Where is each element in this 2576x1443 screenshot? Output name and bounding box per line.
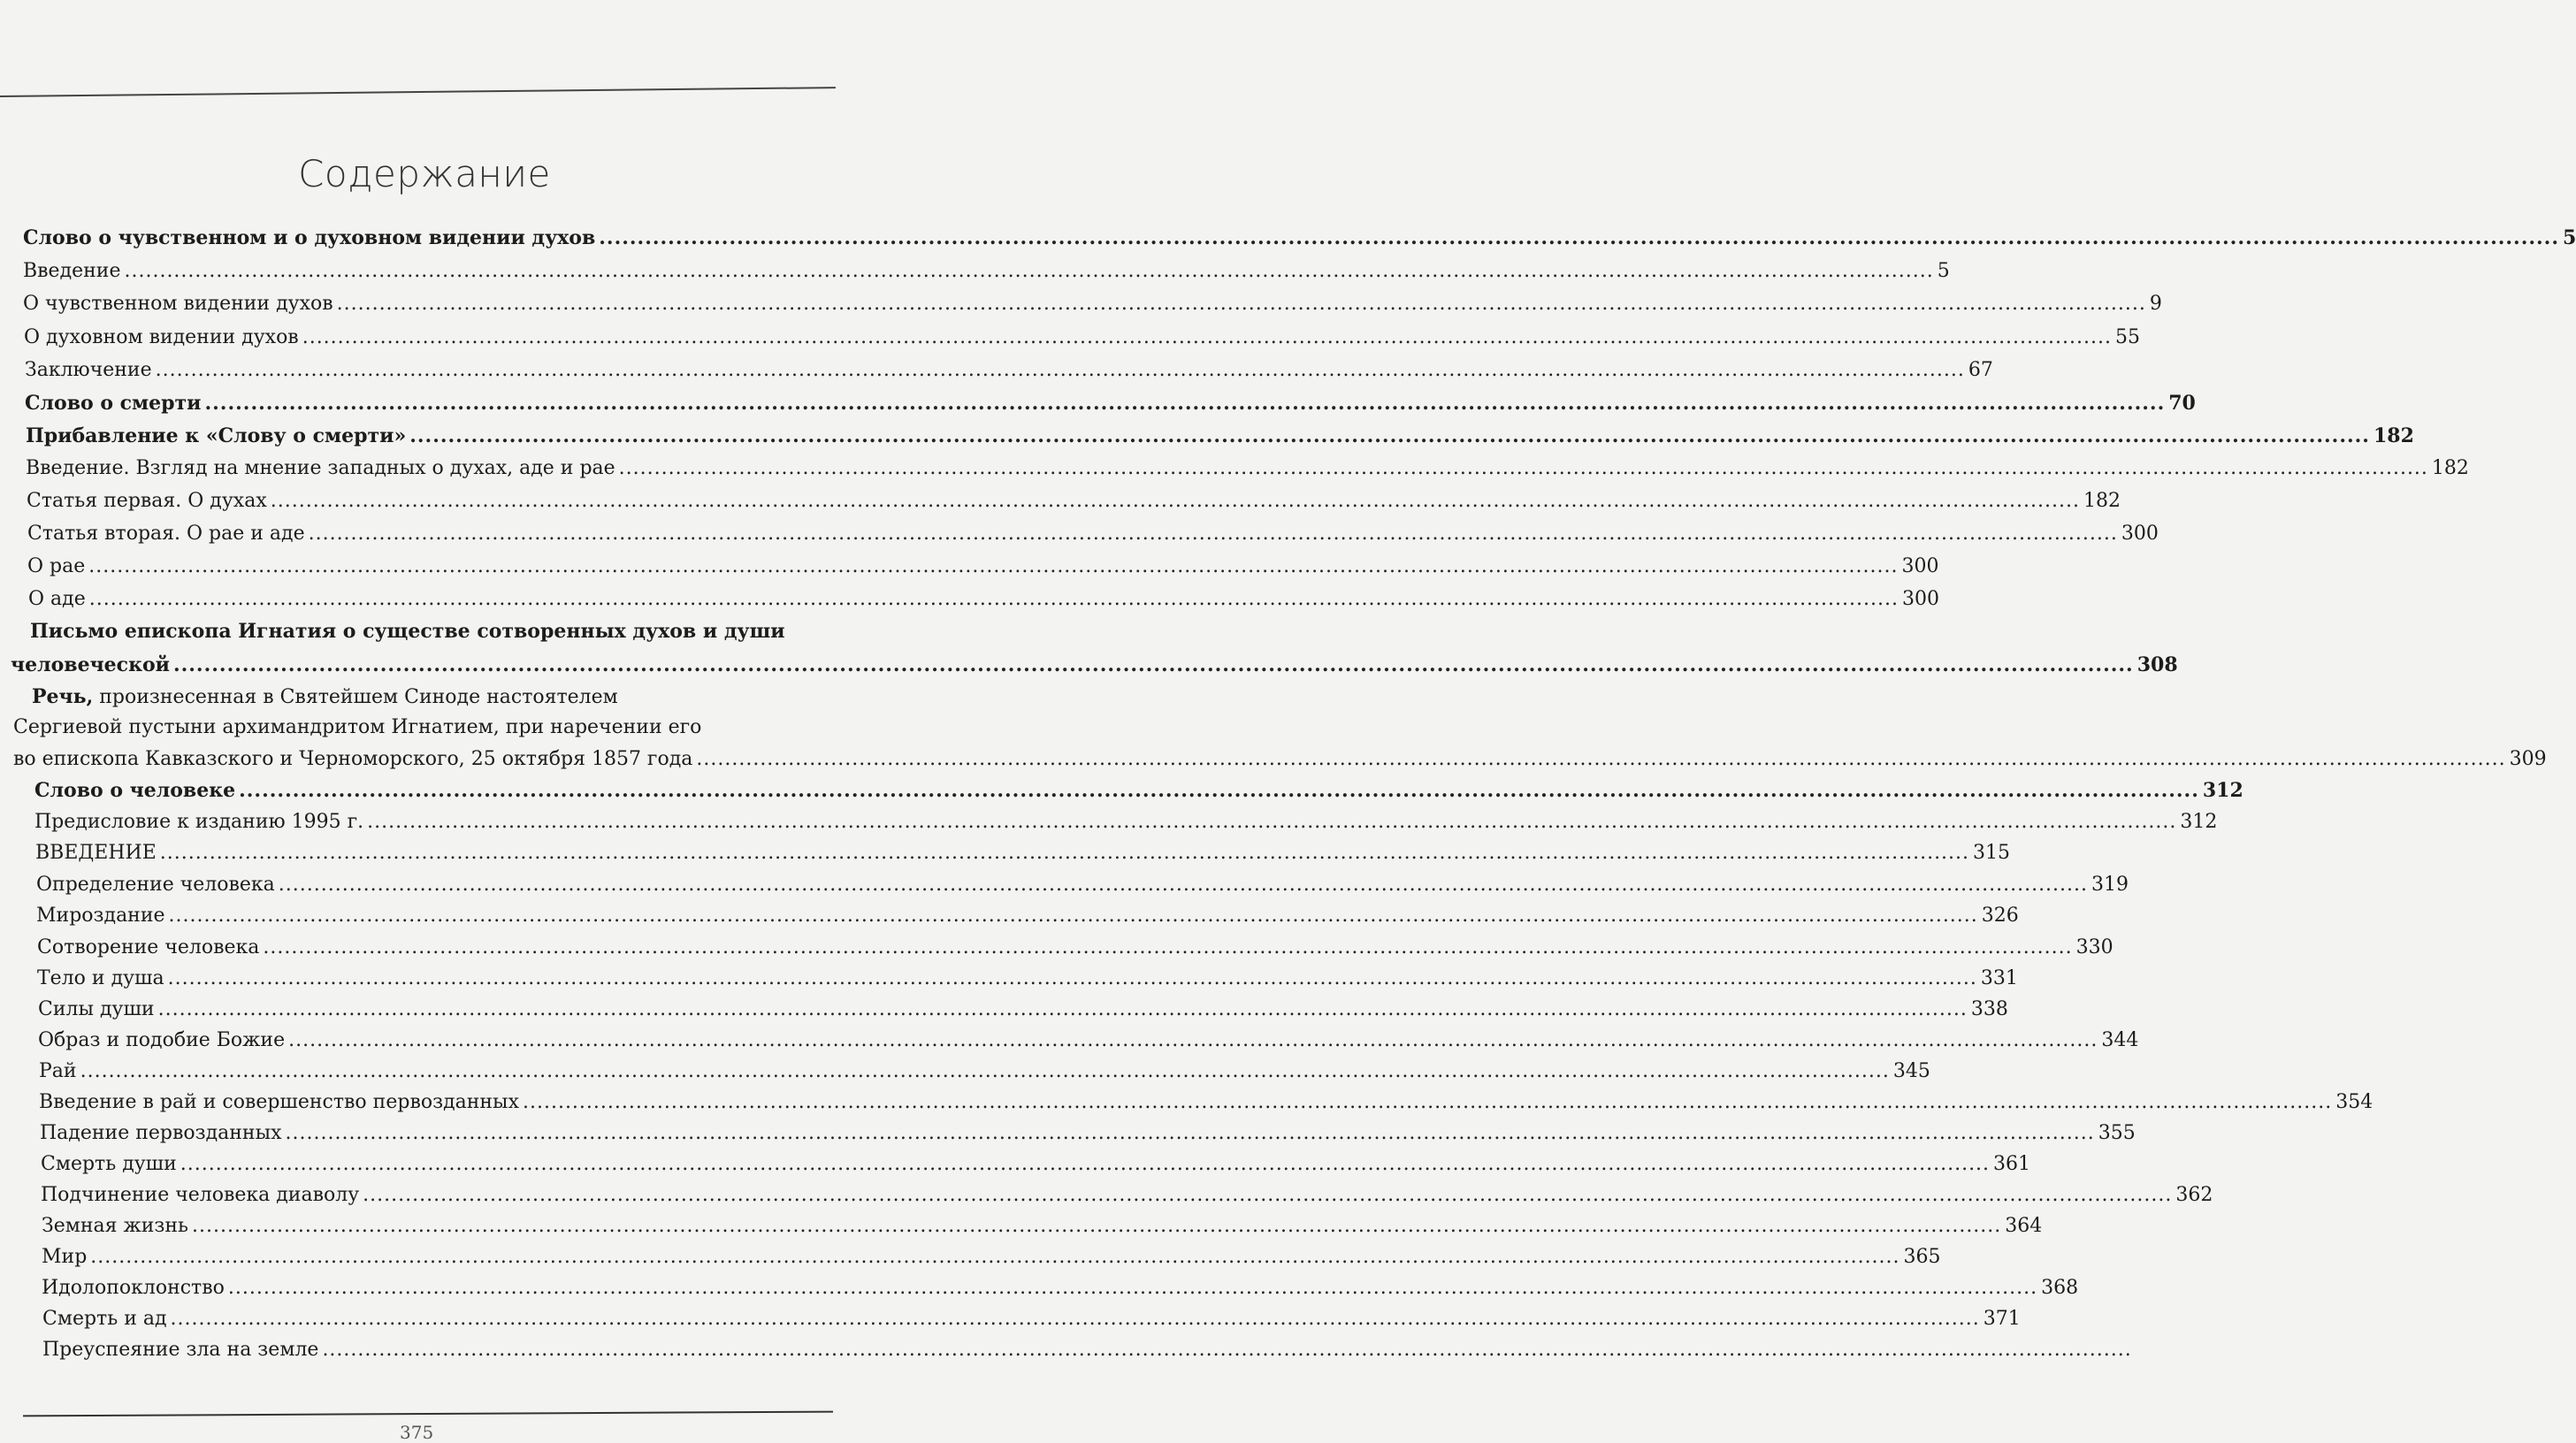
toc-entry <box>41 1152 2031 1177</box>
toc-entry-page: 309 <box>2509 748 2547 770</box>
toc-entry <box>13 747 2547 772</box>
toc-leader: ................................................................................................................................................................................................................................................................ <box>322 1339 2132 1361</box>
toc-entry-title: Заключение <box>25 359 152 381</box>
toc-entry-page: 368 <box>2041 1277 2079 1299</box>
toc-entry-title: Мироздание <box>36 905 165 927</box>
toc-entry-title: О чувственном видении духов <box>23 293 333 315</box>
toc-leader: ................................................................................................................................................................................................................................................................ <box>363 1184 2173 1206</box>
toc-entry <box>26 424 2414 448</box>
toc-entry-page: 300 <box>2121 523 2159 545</box>
toc-leader: ................................................................................................................................................................................................................................................................ <box>522 1091 2333 1113</box>
toc-entry <box>39 1059 1930 1084</box>
toc-entry-page: 5 <box>1937 260 1950 282</box>
toc-leader: ................................................................................................................................................................................................................................................................ <box>239 779 2199 802</box>
toc-entry <box>23 259 1950 284</box>
toc-entry <box>11 653 2178 677</box>
toc-leader: ................................................................................................................................................................................................................................................................ <box>170 1308 1980 1330</box>
toc-entry <box>42 1307 2021 1332</box>
toc-entry <box>25 358 1993 383</box>
toc-entry-page: 5 <box>2563 226 2576 249</box>
toc-entry-page: 55 <box>2114 326 2140 348</box>
toc-entry-page: 308 <box>2136 653 2178 676</box>
toc-entry <box>27 522 2159 546</box>
toc-leader: ................................................................................................................................................................................................................................................................ <box>157 998 1968 1020</box>
toc-leader: ................................................................................................................................................................................................................................................................ <box>308 523 2118 545</box>
toc-entry <box>34 810 2218 835</box>
toc-entry-page: 371 <box>1983 1308 2021 1330</box>
toc-leader: ................................................................................................................................................................................................................................................................ <box>167 967 1977 989</box>
toc-leader: ................................................................................................................................................................................................................................................................ <box>302 326 2112 348</box>
toc-entry-title: Смерть и ад <box>42 1308 167 1330</box>
page-number: 375 <box>400 1422 434 1443</box>
toc-entry-page: 300 <box>1901 588 1939 610</box>
toc-leader: ................................................................................................................................................................................................................................................................ <box>80 1060 1890 1082</box>
toc-entry <box>25 391 2196 416</box>
toc-entry <box>27 554 1939 579</box>
toc-entry-title: Слово о человеке <box>34 779 236 802</box>
toc-leader: ................................................................................................................................................................................................................................................................ <box>285 1122 2095 1144</box>
toc-entry-lead: Речь, <box>32 685 94 708</box>
toc-entry-title: ВВЕДЕНИЕ <box>35 842 157 864</box>
toc-leader: ................................................................................................................................................................................................................................................................ <box>159 842 1970 864</box>
toc-entry-title: Преуспеяние зла на земле <box>42 1339 319 1361</box>
toc-entry <box>36 873 2129 897</box>
toc-entry <box>34 778 2243 803</box>
toc-entry-page: 312 <box>2180 811 2218 833</box>
toc-entry-title: Определение человека <box>36 874 275 896</box>
toc-entry <box>27 489 2121 514</box>
toc-entry-title: Слово о чувственном и о духовном видении духов <box>23 226 596 249</box>
toc-entry-title: О рае <box>27 555 86 577</box>
toc-entry-line: Письмо епископа Игнатия о существе сотворенных духов и души <box>30 620 785 643</box>
toc-leader: ................................................................................................................................................................................................................................................................ <box>155 359 1965 381</box>
toc-entry-title: Мир <box>42 1246 88 1268</box>
toc-entry <box>38 997 2008 1022</box>
toc-leader: ................................................................................................................................................................................................................................................................ <box>227 1277 2038 1299</box>
toc-leader: ................................................................................................................................................................................................................................................................ <box>172 653 2134 676</box>
toc-entry-page: 182 <box>2373 424 2414 447</box>
toc-entry-page: 361 <box>1993 1153 2031 1175</box>
toc-entry-title: Падение первозданных <box>40 1122 282 1144</box>
toc-entry-title: Предисловие к изданию 1995 г. <box>34 811 364 833</box>
toc-entry-page: 362 <box>2175 1184 2213 1206</box>
toc-entry-page: 355 <box>2098 1122 2136 1144</box>
toc-entry-title: Земная жизнь <box>42 1215 189 1237</box>
toc-entry-title: Образ и подобие Божие <box>38 1029 286 1051</box>
toc-entry-page: 338 <box>1970 998 2008 1020</box>
toc-entry-title: Рай <box>39 1060 77 1082</box>
toc-entry-title: Слово о смерти <box>25 392 202 415</box>
toc-entry-title: Подчинение человека диаволу <box>41 1184 360 1206</box>
toc-entry <box>28 587 1939 612</box>
toc-leader: ................................................................................................................................................................................................................................................................ <box>336 293 2146 315</box>
toc-entry-title: Введение <box>23 260 121 282</box>
toc-entry-title: О духовном видении духов <box>24 326 299 348</box>
toc-leader: ................................................................................................................................................................................................................................................................ <box>124 260 1934 282</box>
toc-entry-title: Прибавление к «Слову о смерти» <box>26 424 407 447</box>
toc-entry-page: 319 <box>2091 874 2129 896</box>
toc-entry-title: Введение в рай и совершенство первозданных <box>39 1091 519 1113</box>
toc-entry-title: О аде <box>28 588 86 610</box>
toc-entry-line <box>32 684 618 710</box>
toc-leader: ................................................................................................................................................................................................................................................................ <box>180 1153 1991 1175</box>
toc-entry-line: Сергиевой пустыни архимандритом Игнатием, при наречении его <box>13 716 702 738</box>
toc-entry <box>35 841 2011 866</box>
toc-leader: ................................................................................................................................................................................................................................................................ <box>168 905 1978 927</box>
toc-leader: ................................................................................................................................................................................................................................................................ <box>270 490 2080 512</box>
toc-entry-page: 70 <box>2168 392 2196 415</box>
toc-entry-title: Статья первая. О духах <box>27 490 267 512</box>
toc-leader: ................................................................................................................................................................................................................................................................ <box>409 424 2370 447</box>
toc-entry-page: 326 <box>1981 905 2019 927</box>
toc-entry-text: произнесенная в Святейшем Синоде настоятелем <box>93 686 618 708</box>
toc-entry-page: 67 <box>1968 359 1993 381</box>
page-title: Содержание <box>298 152 551 195</box>
toc-entry-title: Идолопоклонство <box>42 1277 225 1299</box>
toc-entry-page: 300 <box>1901 555 1939 577</box>
toc-entry-page: 354 <box>2335 1091 2373 1113</box>
toc-entry <box>36 904 2019 928</box>
toc-leader: ................................................................................................................................................................................................................................................................ <box>90 1246 1900 1268</box>
toc-entry-title: Статья вторая. О рае и аде <box>27 523 305 545</box>
toc-leader: ................................................................................................................................................................................................................................................................ <box>599 226 2559 249</box>
toc-entry <box>40 1121 2136 1146</box>
toc-leader: ................................................................................................................................................................................................................................................................ <box>263 936 2073 958</box>
toc-entry <box>38 1028 2139 1053</box>
toc-entry <box>37 966 2018 991</box>
toc-entry <box>42 1214 2043 1239</box>
toc-entry-page: 9 <box>2149 293 2162 315</box>
toc-entry-title: человеческой <box>11 653 170 676</box>
toc-leader: ................................................................................................................................................................................................................................................................ <box>204 392 2166 415</box>
toc-entry-page: 330 <box>2075 936 2114 958</box>
toc-entry-page: 345 <box>1892 1060 1930 1082</box>
toc-leader: ................................................................................................................................................................................................................................................................ <box>288 1029 2098 1051</box>
toc-entry <box>23 225 2576 250</box>
toc-entry <box>23 292 2162 317</box>
toc-entry-page: 182 <box>2083 490 2121 512</box>
toc-leader: ................................................................................................................................................................................................................................................................ <box>618 457 2428 479</box>
toc-entry <box>41 1183 2213 1208</box>
toc-entry-page: 331 <box>1980 967 2018 989</box>
toc-entry-page: 364 <box>2005 1215 2043 1237</box>
toc-entry <box>24 325 2140 350</box>
toc-entry-title: Тело и душа <box>37 967 164 989</box>
toc-entry <box>42 1245 1941 1270</box>
toc-entry-page: 344 <box>2101 1029 2139 1051</box>
toc-leader: ................................................................................................................................................................................................................................................................ <box>88 555 1899 577</box>
toc-entry-page: 182 <box>2431 457 2469 479</box>
toc-leader: ................................................................................................................................................................................................................................................................ <box>367 811 2177 833</box>
toc-entry <box>37 935 2114 960</box>
toc-leader: ................................................................................................................................................................................................................................................................ <box>278 874 2089 896</box>
toc-entry-title: Сотворение человека <box>37 936 260 958</box>
toc-entry-page: 365 <box>1903 1246 1941 1268</box>
toc-entry-page: 312 <box>2202 779 2243 802</box>
toc-entry-page: 315 <box>1973 842 2011 864</box>
toc-entry-title: Смерть души <box>41 1153 177 1175</box>
toc-entry <box>39 1090 2373 1115</box>
toc-leader: ................................................................................................................................................................................................................................................................ <box>192 1215 2002 1237</box>
toc-entry-title: Силы души <box>38 998 155 1020</box>
toc-entry <box>42 1276 2079 1301</box>
toc-leader: ................................................................................................................................................................................................................................................................ <box>696 748 2506 770</box>
toc-leader: ................................................................................................................................................................................................................................................................ <box>88 588 1899 610</box>
toc-entry-title: Введение. Взгляд на мнение западных о духах, аде и рае <box>26 457 615 479</box>
toc-entry <box>26 456 2469 481</box>
toc-entry <box>42 1338 2132 1363</box>
toc-entry-title: во епископа Кавказского и Черноморского, 25 октября 1857 года <box>13 748 693 770</box>
